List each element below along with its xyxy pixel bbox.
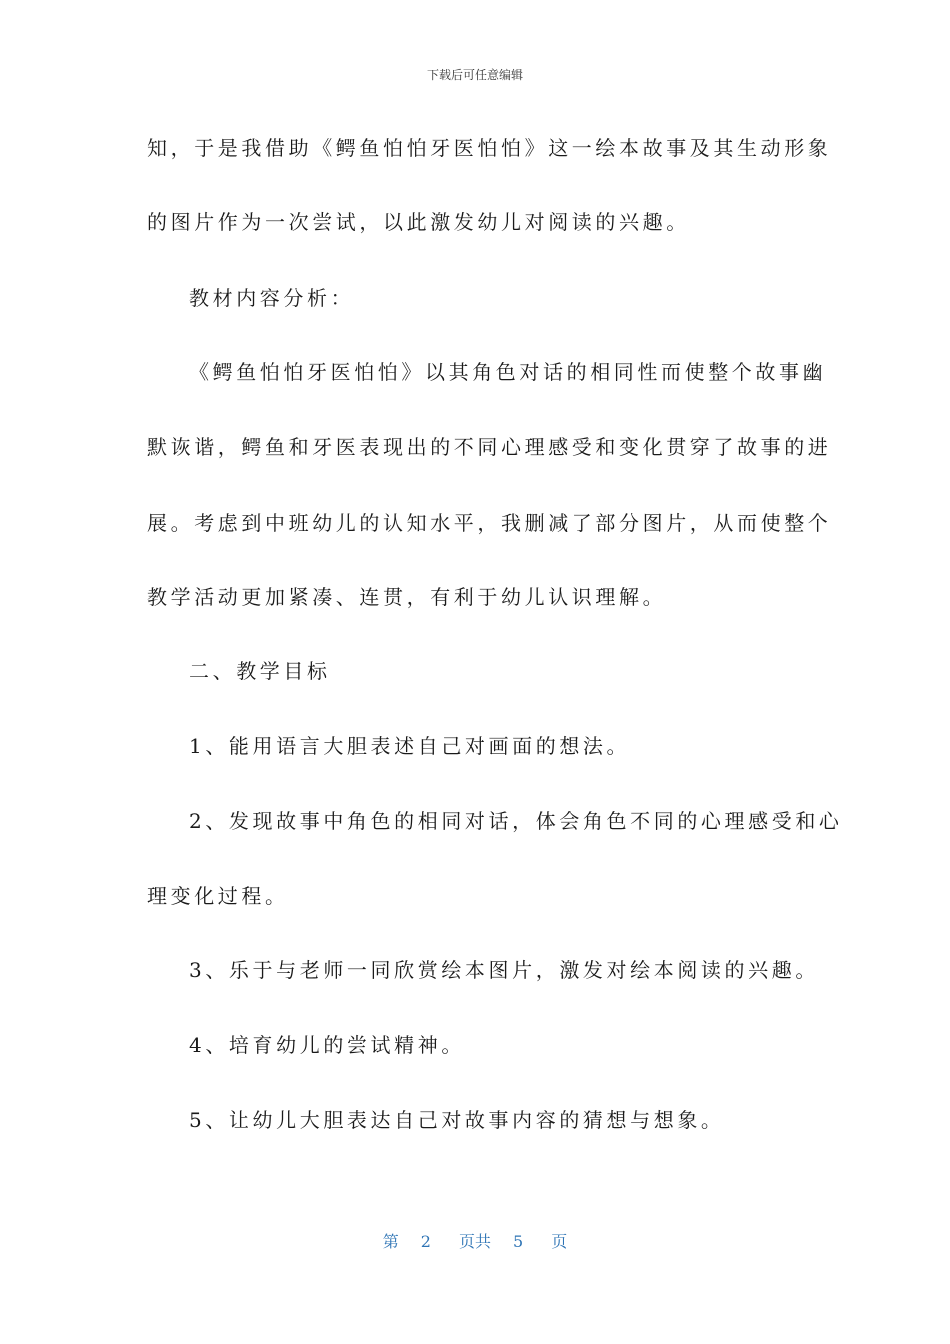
paragraph-line: 展。考虑到中班幼儿的认知水平，我删减了部分图片，从而使整个 (147, 511, 832, 535)
paragraph-line: 的图片作为一次尝试，以此激发幼儿对阅读的兴趣。 (147, 210, 690, 234)
section-heading-goals: 二、教学目标 (189, 659, 331, 683)
goal-item: 3、乐于与老师一同欣赏绘本图片，激发对绘本阅读的兴趣。 (189, 958, 819, 982)
goal-item-continuation: 理变化过程。 (147, 884, 289, 908)
footer-total-pages: 5 (513, 1232, 524, 1251)
page-footer (0, 1229, 950, 1252)
footer-middle: 页共 (458, 1232, 491, 1251)
footer-current-page: 2 (420, 1232, 431, 1251)
paragraph-line: 知，于是我借助《鳄鱼怕怕牙医怕怕》这一绘本故事及其生动形象 (147, 136, 832, 160)
paragraph-line: 默诙谐，鳄鱼和牙医表现出的不同心理感受和变化贯穿了故事的进 (147, 435, 832, 459)
section-heading-analysis: 教材内容分析： (189, 286, 355, 310)
footer-prefix: 第 (382, 1232, 399, 1251)
goal-item: 4、培育幼儿的尝试精神。 (189, 1033, 465, 1057)
goal-item: 1、能用语言大胆表述自己对画面的想法。 (189, 734, 631, 758)
paragraph-line: 教学活动更加紧凑、连贯，有利于幼儿认识理解。 (147, 585, 667, 609)
page-header: 下载后可任意编辑 (426, 68, 523, 82)
paragraph-line: 《鳄鱼怕怕牙医怕怕》以其角色对话的相同性而使整个故事幽 (189, 360, 827, 384)
goal-item: 5、让幼儿大胆表达自己对故事内容的猜想与想象。 (189, 1108, 725, 1132)
footer-suffix: 页 (551, 1232, 568, 1251)
goal-item: 2、发现故事中角色的相同对话，体会角色不同的心理感受和心 (189, 809, 843, 833)
